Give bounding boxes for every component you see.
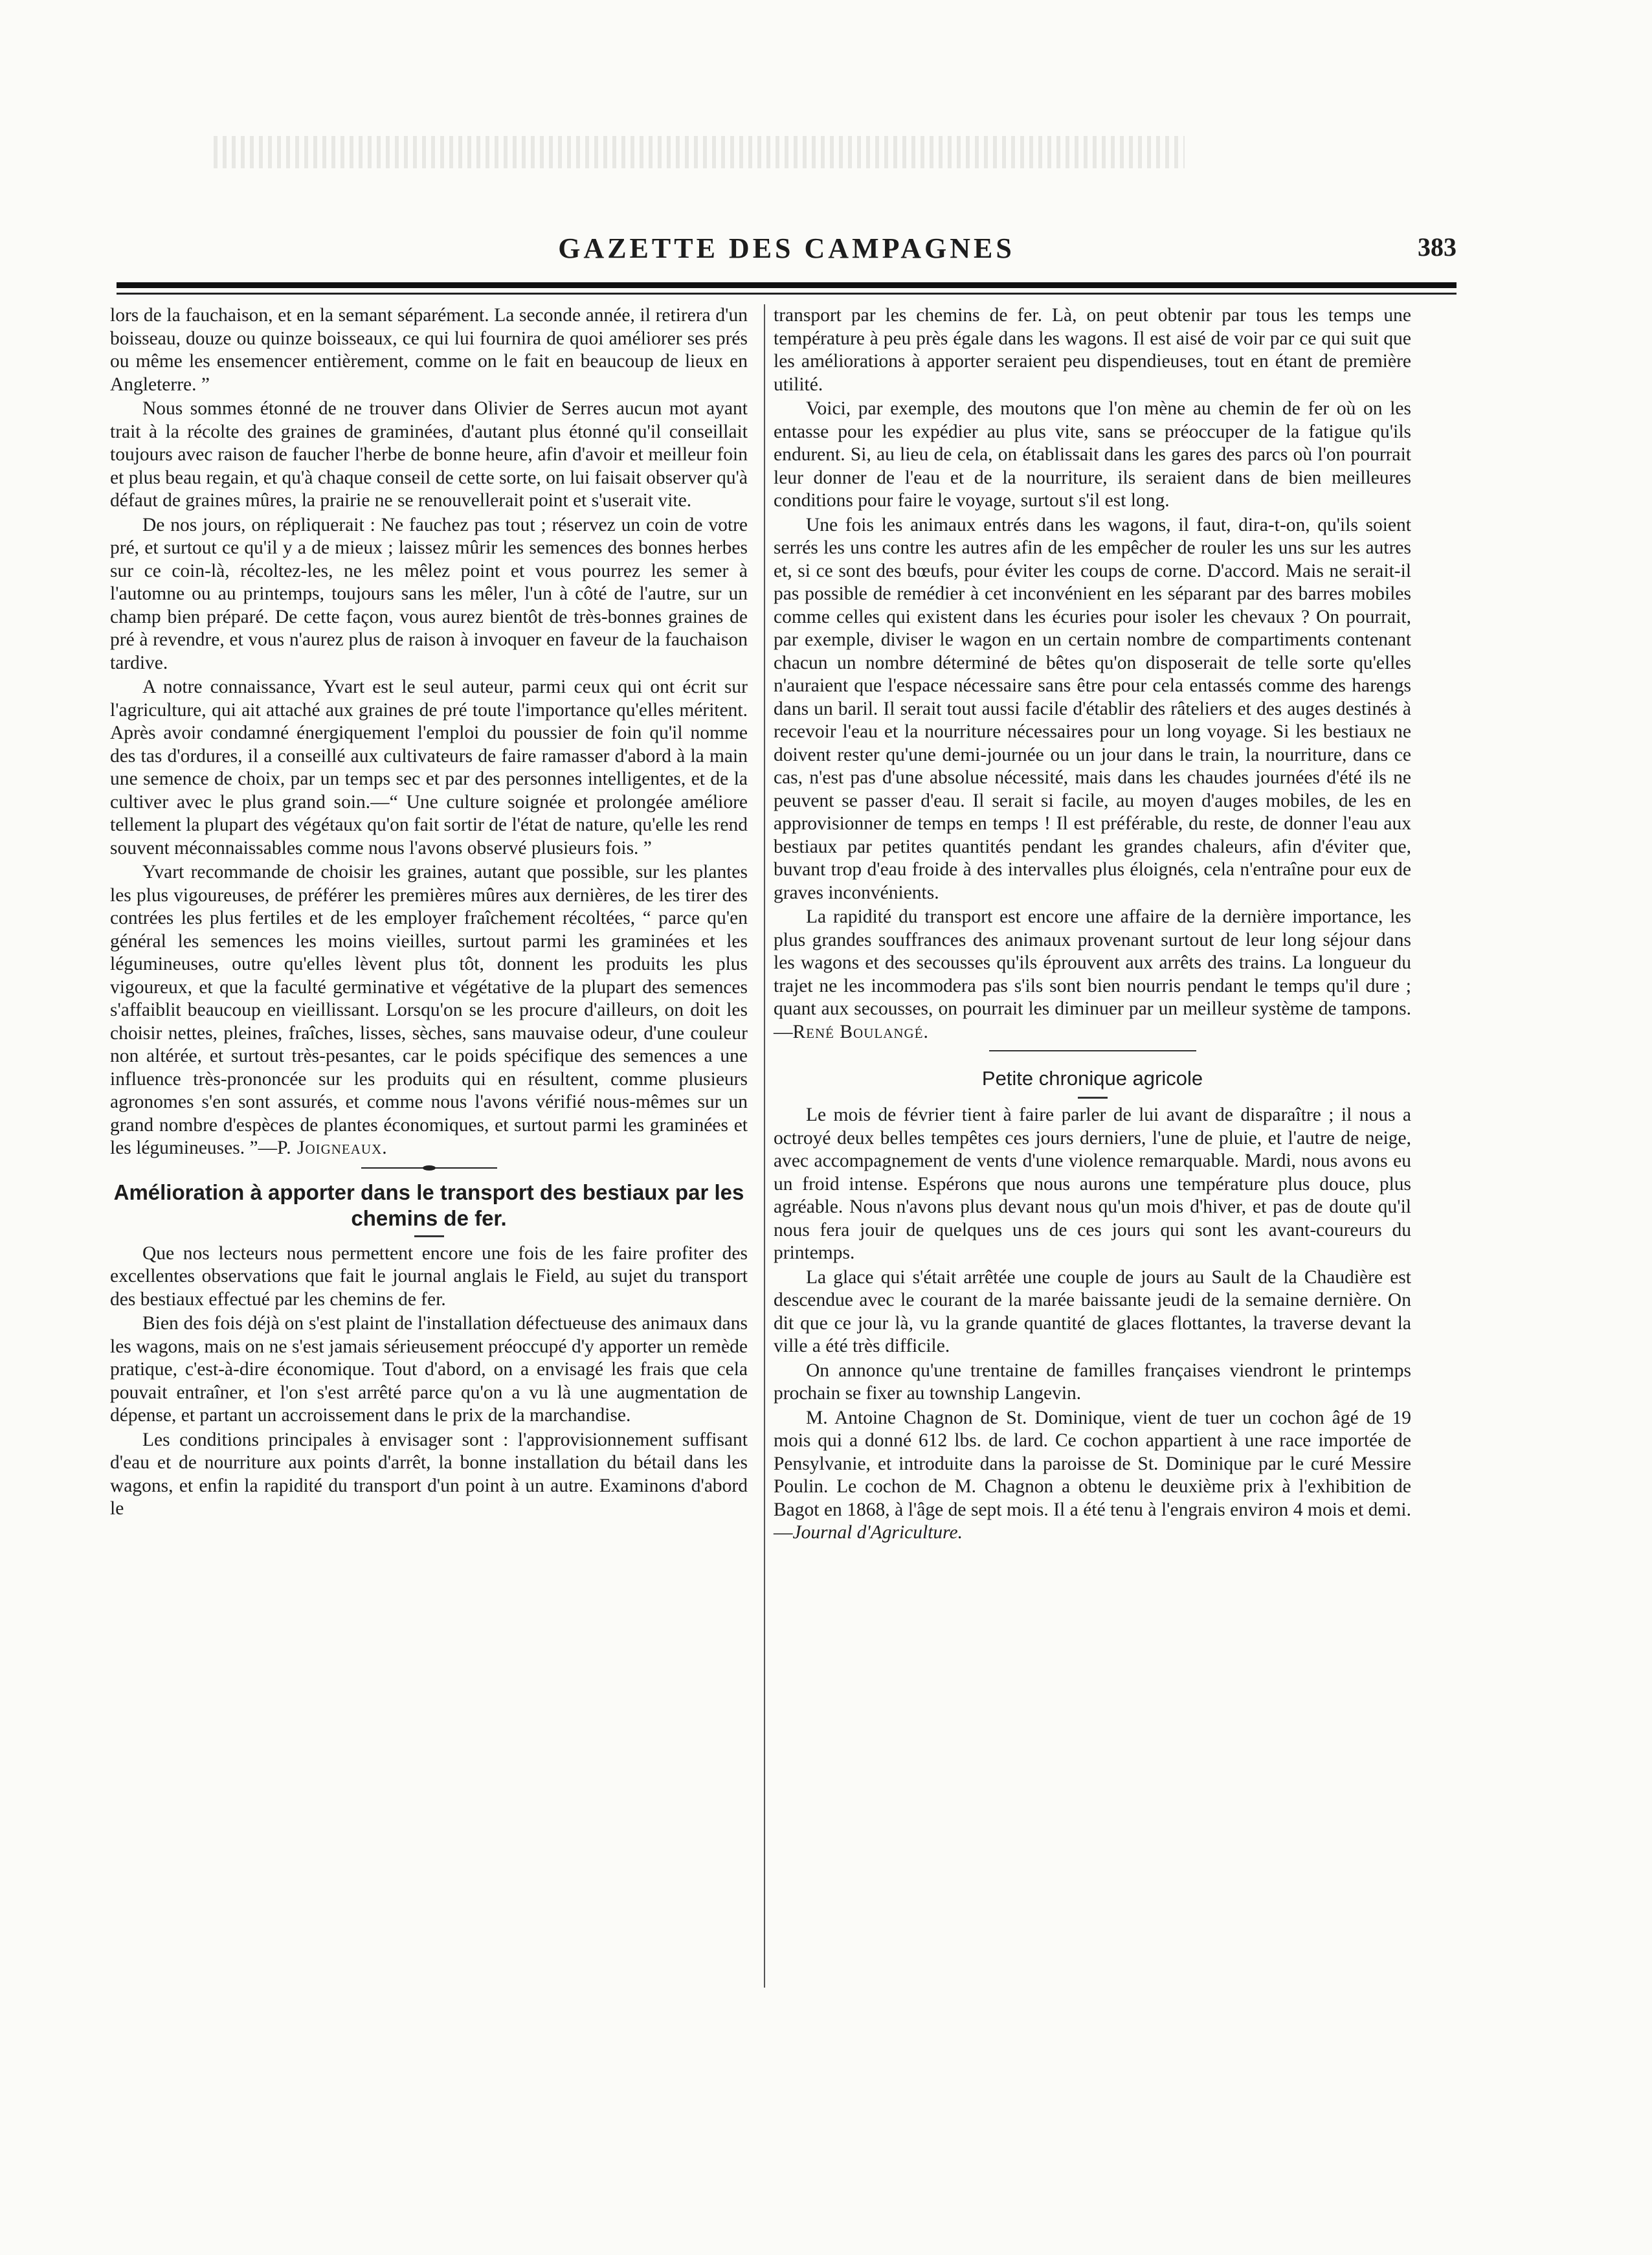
paragraph xyxy=(774,1407,1411,1545)
right-column xyxy=(774,304,1411,1545)
page-number: 383 xyxy=(1418,232,1457,262)
author-signature: René Boulangé. xyxy=(792,1021,929,1042)
paragraph xyxy=(110,861,748,1160)
paragraph xyxy=(774,906,1411,1044)
left-column xyxy=(110,304,748,1521)
paragraph: La glace qui s'était arrêtée une couple de jours au Sault de la Chaudière est descendue avec le courant de la marée baissante jeudi de la semaine dernière. On dit que ce jour là, vu la grande quantité de glaces flottantes, la traverse devant la ville a été très difficile. xyxy=(774,1266,1411,1356)
paragraph: Voici, par exemple, des moutons que l'on mène au chemin de fer où on les entasse pour les expédier au plus vite, sans se préoccuper de la fatigue qu'ils endurent. Si, au lieu de cela, on établissait dans les gares des parcs où l'on pourrait leur donner de l'eau et de la nourriture, ils seraient dans de bien meilleures conditions pour faire le voyage, surtout s'il est long. xyxy=(774,398,1411,511)
page-header xyxy=(117,232,1457,277)
paragraph: Une fois les animaux entrés dans les wagons, il faut, dira-t-on, qu'ils soient serrés les uns contre les autres afin de les empêcher de rouler les uns sur les autres et, si ce sont des bœufs, pour éviter les coups de corne. D'accord. Mais ne serait-il pas possible de remédier à cet inconvénient en les séparant par des barres mobiles comme celles qui existent dans les écuries pour isoler les chevaux ? On pourrait, par exemple, diviser le wagon en un certain nombre de compartiments contenant chacun un nombre déterminé de bêtes qu'on disposerait de telle sorte qu'elles n'auraient que l'espace nécessaire sans être pour cela entassés comme des harengs dans un baril. Il serait tout aussi facile d'établir des râteliers et des auges destinés à recevoir l'eau et la nourriture nécessaires pour un long voyage. Si les bestiaux ne doivent rester qu'une demi-journée ou un jour dans le train, la nourriture, dans ce cas, n'est pas d'une absolue nécessité, mais dans les chaudes journées d'été ils ne peuvent se passer d'eau. Il serait si facile, au moyen d'auges mobiles, de les en approvisionner de temps en temps ! Il est préférable, du reste, de donner l'eau aux bestiaux par petites quantités pendant les grandes chaleurs, afin d'éviter que, buvant trop d'eau froide à des intervalles plus éloignés, cela n'entraîne pour eux de graves inconvénients. xyxy=(774,514,1411,903)
paragraph: Que nos lecteurs nous permettent encore une fois de les faire profiter des excellentes observations que fait le journal anglais le Field, au sujet du transport des bestiaux effectué par les chemins de fer. xyxy=(110,1242,748,1310)
paragraph-text: Yvart recommande de choisir les graines, autant que possible, sur les plantes les plus vigoureuses, de préférer les premières mûres aux dernières, de les tirer des contrées les plus fertiles et de les employer fraîchement récoltées, “ parce qu'en général les semences les moins vieilles, surtout parmi les graminées et les légumineuses, outre qu'elles lèvent plus tôt, donnent les produits les plus vigoureux, et que la faculté germinative et végétative de la plupart des semences s'affaiblit beaucoup en vieillissant. Lorsqu'on se les procure d'ailleurs, on doit les choisir nettes, pleines, fraîches, lisses, sèches, sans mauvaise odeur, d'une couleur non altérée, et surtout très-pesantes, car le poids spécifique des semences a une influence très-prononcée sur les produits qui en résultent, comme plusieurs agronomes s'en sont assurés, et comme nous l'avons vérifié nous-mêmes sur un grand nombre d'espèces de plantes économiques, et surtout parmi les graminées et les légumineuses. ”— xyxy=(110,862,748,1158)
paragraph: Le mois de février tient à faire parler de lui avant de disparaître ; il nous a octroyé deux belles tempêtes ces jours derniers, l'une de pluie, et l'autre de neige, avec accompagnement de vents d'une violence remarquable. Mardi, nous avons eu un froid intense. Espérons que nous aurons une température plus douce, plus agréable. Nous n'avons plus devant nous qu'un mois d'hiver, et pas de doute qu'il nous fera jouir de quelques uns de ces jours qui sont les avant-coureurs du printemps. xyxy=(774,1105,1411,1263)
paragraph: De nos jours, on répliquerait : Ne fauchez pas tout ; réservez un coin de votre pré, et surtout ce qu'il y a de mieux ; laissez mûrir les semences des bonnes herbes sur ce coin-là, récoltez-les, ne les mêlez point et vous pourrez les semer à l'automne ou au printemps, toujours sans les mêler, l'un à côté de l'autre, sur un champ bien préparé. De cette façon, vous aurez bientôt de très-bonnes graines de pré à revendre, et vous n'aurez plus de raison à invoquer en faveur de la fauchaison tardive. xyxy=(110,514,748,673)
article-end-rule xyxy=(989,1050,1196,1051)
paragraph: A notre connaissance, Yvart est le seul auteur, parmi ceux qui ont écrit sur l'agriculture, qui ait attaché aux graines de pré toute l'importance qu'elles méritent. Après avoir condamné énergiquement l'emploi du poussier de foin qu'il nomme des tas d'ordures, il a conseillé aux cultivateurs de faire ramasser d'abord à la main une semence de choix, par un temps sec et par des personnes intelligentes, et de la cultiver avec le plus grand soin.—“ Une culture soignée et prolongée améliore tellement la plupart des végétaux qu'on fait sortir de l'état de nature, qu'elle les rend souvent méconnaissables comme nous l'avons observé plusieurs fois. ” xyxy=(110,677,748,858)
paragraph: Nous sommes étonné de ne trouver dans Olivier de Serres aucun mot ayant trait à la récolte des graines de graminées, d'autant plus étonné qu'il conseillait toujours avec raison de faucher l'herbe de bonne heure, afin d'avoir et meilleur foin et plus beau regain, et qu'à chaque conseil de cette sorte, on lui faisait observer qu'à défaut de graines mûres, la prairie ne se renouvellerait point et s'userait vite. xyxy=(110,398,748,511)
article-heading: Amélioration à apporter dans le transport des bestiaux par les chemins de fer. xyxy=(113,1180,744,1230)
paragraph: transport par les chemins de fer. Là, on peut obtenir par tous les temps une température à peu près égale dans les wagons. Il est aisé de voir par ce qui suit que les améliorations à apporter seraient peu dispendieuses, tout en étant de première utilité. xyxy=(774,305,1411,395)
section-heading: Petite chronique agricole xyxy=(981,1067,1203,1090)
bleed-through-text xyxy=(214,136,1185,168)
author-signature: P. Joigneaux. xyxy=(277,1138,388,1158)
header-rule-thin xyxy=(117,293,1457,295)
paragraph-text: M. Antoine Chagnon de St. Dominique, vient de tuer un cochon âgé de 19 mois qui a donné 612 lbs. de lard. Ce cochon appartient à une race importée de Pensylvanie, et introduite dans la paroisse de St. Dominique par le curé Messire Poulin. Le cochon de M. Chagnon a obtenu le deuxième prix à l'exhibition de Bagot en 1868, à l'âge de sept mois. Il a été tenu à l'engrais environ 4 mois et demi.— xyxy=(774,1407,1411,1543)
masthead-title: GAZETTE DES CAMPAGNES xyxy=(558,232,1015,264)
paragraph: On annonce qu'une trentaine de familles françaises viendront le printemps prochain se fixer au township Langevin. xyxy=(774,1360,1411,1404)
heading-dash xyxy=(1078,1097,1108,1099)
article-separator xyxy=(361,1165,497,1171)
heading-dash xyxy=(414,1235,444,1237)
paragraph: lors de la fauchaison, et en la semant séparément. La seconde année, il retirera d'un boisseau, douze ou quinze boisseaux, ce qui lui fournira de quoi améliorer ses prés ou même les ensemencer entièrement, comme on le fait en beaucoup de lieux en Angleterre. ” xyxy=(110,305,748,395)
paragraph: Les conditions principales à envisager sont : l'approvisionnement suffisant d'eau et de nourriture aux points d'arrêt, la bonne installation du bétail dans les wagons, et enfin la rapidité du transport d'un point à un autre. Examinons d'abord le xyxy=(110,1429,748,1519)
source-attribution: Journal d'Agriculture. xyxy=(792,1522,963,1543)
column-divider xyxy=(764,304,765,1988)
header-rule-thick xyxy=(117,282,1457,288)
paragraph-text: La rapidité du transport est encore une affaire de la dernière importance, les plus grandes souffrances des animaux provenant surtout de leur long séjour dans les wagons et des secousses qu'ils éprouvent aux arrêts des trains. La longueur du trajet ne les incommodera pas s'ils sont bien nourris pendant le temps qu'il dure ; quant aux secousses, on pourrait les diminuer par un meilleur système de tampons.— xyxy=(774,906,1411,1042)
paragraph: Bien des fois déjà on s'est plaint de l'installation défectueuse des animaux dans les wagons, mais on ne s'est jamais sérieusement préoccupé d'y apporter un remède pratique, c'est-à-dire économique. Tout d'abord, on a envisagé les frais que cela pouvait entraîner, et l'on s'est arrêté parce qu'on a vu là une augmentation de dépense, et partant un accroissement dans le prix de la marchandise. xyxy=(110,1313,748,1426)
